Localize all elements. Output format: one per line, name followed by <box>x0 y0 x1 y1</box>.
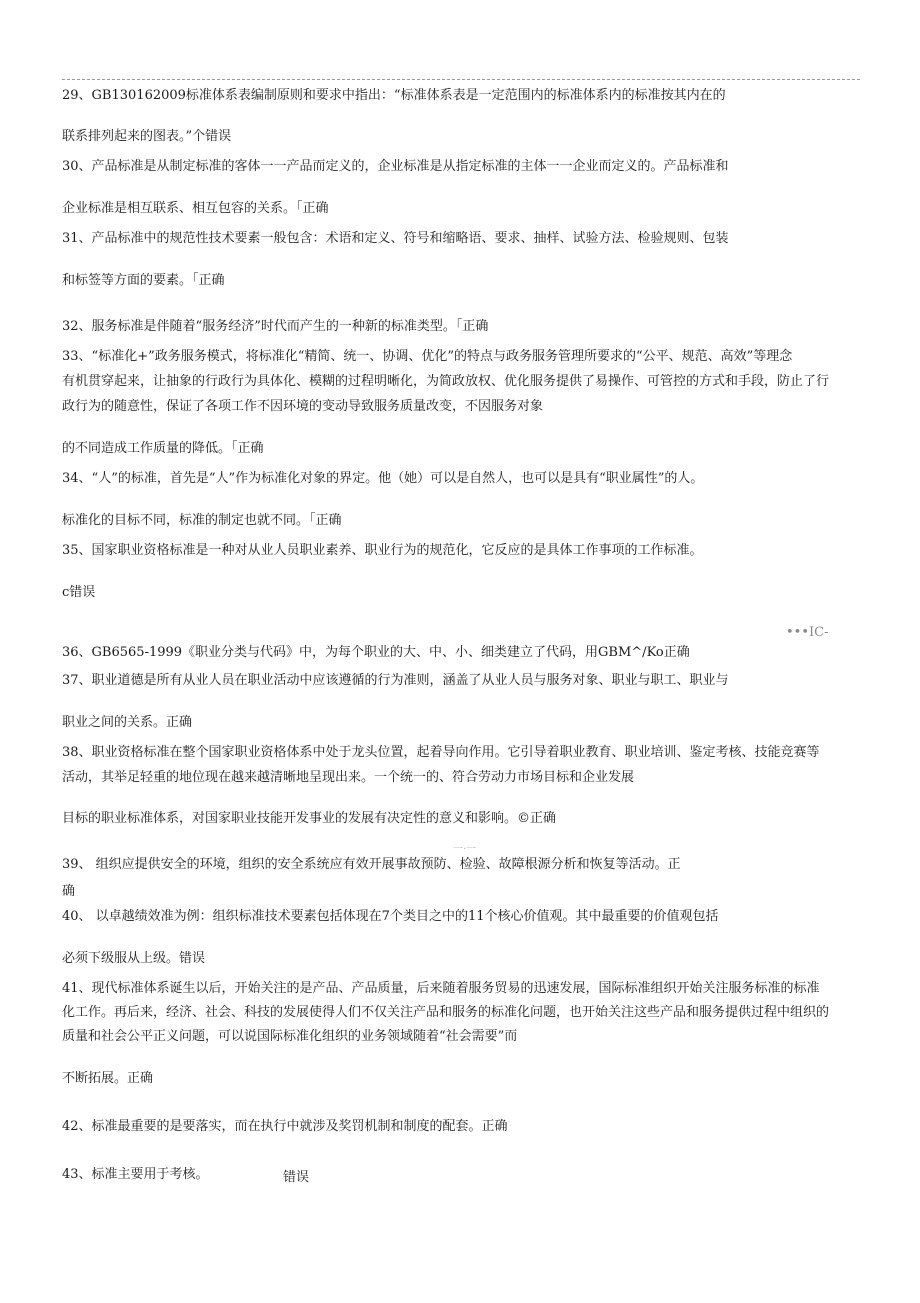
q41-line-3: 质量和社会公平正义问题，可以说国际标准化组织的业务领域随着“社会需要”而 <box>62 1029 518 1044</box>
q35-line-1: 35、国家职业资格标准是一种对从业人员职业素养、职业行为的规范化，它反应的是具体工作事项的工作标准。 <box>62 543 703 558</box>
q33-line-1: 33、“标准化+”政务服务模式，将标准化“精简、统一、协调、优化”的特点与政务服务管理所要求的“公平、规范、高效”等理念 <box>62 349 793 364</box>
q30-line-1: 30、产品标准是从制定标准的客体一一产品而定义的，企业标准是从指定标准的主体一一企业而定义的。产品标准和 <box>62 159 729 174</box>
q33-line-2: 有机贯穿起来，让抽象的行政行为具体化、模糊的过程明晰化，为简政放权、优化服务提供了易操作、可管控的方式和手段，防止了行 <box>62 374 830 389</box>
q35-answer: c错误 <box>62 585 96 600</box>
q40-line-2: 必须下级服从上级。错误 <box>62 951 206 966</box>
q38-line-1: 38、职业资格标准在整个国家职业资格体系中处于龙头位置，起着导向作用。它引导着职业教育、职业培训、鉴定考核、技能竞赛等 <box>62 745 820 760</box>
q34-line-2: 标准化的目标不同，标准的制定也就不同。「正确 <box>62 513 342 528</box>
q34-line-1: 34、“人”的标准，首先是“人”作为标准化对象的界定。他（她）可以是自然人，也可以是具有“职业属性”的人。 <box>62 471 704 486</box>
q41-line-4: 不断拓展。正确 <box>62 1071 154 1086</box>
q31-line-2: 和标签等方面的要素。「正确 <box>62 273 225 288</box>
q38-line-3: 目标的职业标准体系，对国家职业技能开发事业的发展有决定性的意义和影响。©正确 <box>62 811 557 826</box>
q43-line-1: 43、标准主要用于考核。 <box>62 1167 209 1182</box>
q41-line-2: 化工作。再后来，经济、社会、科技的发展使得人们不仅关注产品和服务的标准化问题，也开始关注这些产品和服务提供过程中组织的 <box>62 1005 830 1020</box>
q37-line-1: 37、职业道德是所有从业人员在职业活动中应该遵循的行为准则，涵盖了从业人员与服务对象、职业与职工、职业与 <box>62 673 729 688</box>
faint-mark: 一·一 <box>453 844 477 855</box>
stray-mark: •••IC- <box>786 625 829 640</box>
q39-line-1: 39、 组织应提供安全的环境，组织的安全系统应有效开展事故预防、检验、故障根源分析和恢复等活动。正 <box>62 857 681 872</box>
q41-line-1: 41、现代标准体系诞生以后，开始关注的是产品、产品质量，后来随着服务贸易的迅速发展，国际标准组织开始关注服务标准的标准 <box>62 981 820 996</box>
q29-line-2: 联系排列起来的图表。”个错误 <box>62 129 232 144</box>
q29-line-1: 29、GB130162009标准体系表编制原则和要求中指出：“标准体系表是一定范围内的标准体系内的标准按其内在的 <box>62 88 726 103</box>
q40-line-1: 40、 以卓越绩效准为例：组织标准技术要素包括体现在7个类目之中的11个核心价值观。其中最重要的价值观包括 <box>62 909 719 924</box>
q31-line-1: 31、产品标准中的规范性技术要素一般包含：术语和定义、符号和缩略语、要求、抽样、试验方法、检验规则、包装 <box>62 231 729 246</box>
header-rule <box>62 79 860 80</box>
q39-line-2: 确 <box>62 884 76 899</box>
q42-line-1: 42、标准最重要的是要落实，而在执行中就涉及奖罚机制和制度的配套。正确 <box>62 1119 508 1134</box>
q32-line-1: 32、服务标准是伴随着“服务经济”时代而产生的一种新的标准类型。「正确 <box>62 319 489 334</box>
q30-line-2: 企业标准是相互联系、相互包容的关系。「正确 <box>62 201 329 216</box>
q33-line-4: 的不同造成工作质量的降低。「正确 <box>62 441 264 456</box>
q37-line-2: 职业之间的关系。正确 <box>62 715 193 730</box>
q33-line-3: 政行为的随意性，保证了各项工作不因环境的变动导致服务质量改变，不因服务对象 <box>62 399 544 414</box>
q43-answer: 错误 <box>283 1170 310 1185</box>
q36-line-1: 36、GB6565-1999《职业分类与代码》中，为每个职业的大、中、小、细类建立了代码，用GBM^/Ko正确 <box>62 645 690 660</box>
q38-line-2: 活动，其举足轻重的地位现在越来越清晰地呈现出来。一个统一的、符合劳动力市场目标和企业发展 <box>62 770 635 785</box>
